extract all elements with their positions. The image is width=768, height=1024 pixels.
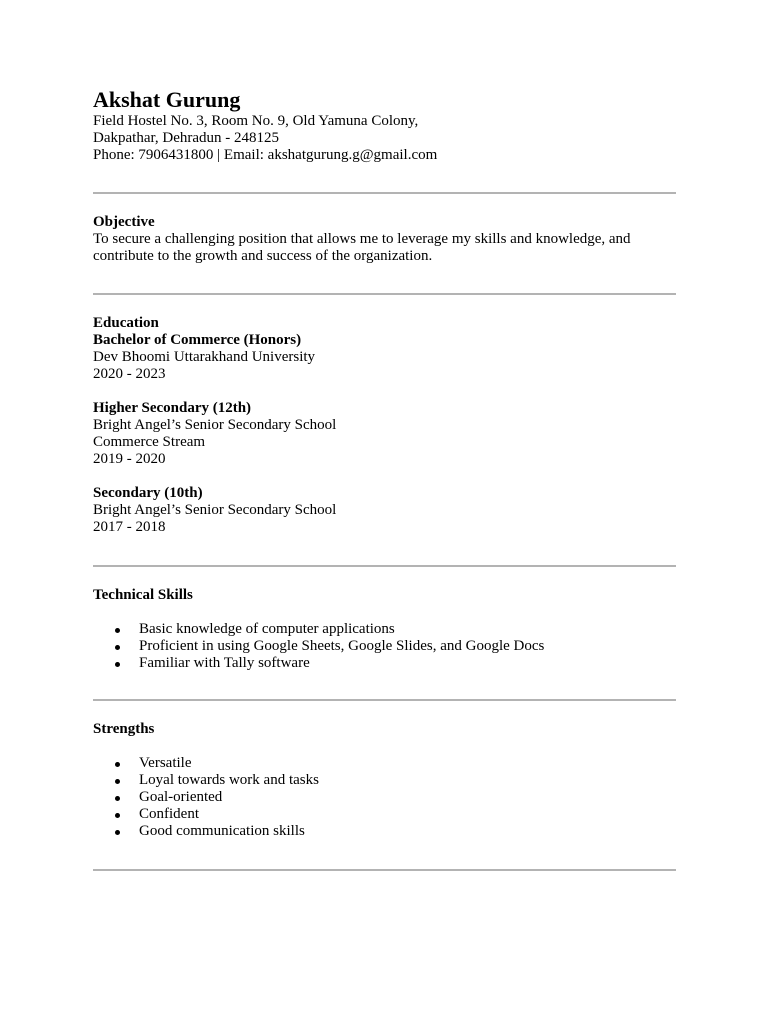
technical-skills-heading: Technical Skills (93, 587, 193, 603)
education-entry (93, 485, 676, 536)
technical-skill-item-text: Familiar with Tally software (139, 655, 310, 671)
strengths-section (93, 701, 676, 840)
strength-item-text: Versatile (139, 755, 192, 771)
education-entry-detail: Commerce Stream (93, 434, 206, 450)
education-entry-detail: Bright Angel’s Senior Secondary School (93, 502, 337, 518)
education-entry-title: Higher Secondary (12th) (93, 400, 252, 416)
objective-section (93, 194, 676, 265)
education-entry (93, 400, 676, 468)
technical-skill-item-text: Proficient in using Google Sheets, Google Slides, and Google Docs (139, 638, 545, 654)
education-section (93, 295, 676, 536)
education-entry (93, 332, 676, 383)
education-heading: Education (93, 315, 159, 331)
technical-skill-item (93, 621, 676, 638)
education-entry-detail: Dev Bhoomi Uttarakhand University (93, 349, 316, 365)
objective-text-line-1: To secure a challenging position that allows me to leverage my skills and knowledge, and (93, 231, 631, 247)
education-entry-detail: 2020 - 2023 (93, 366, 166, 382)
section-divider (93, 869, 676, 871)
strength-item-text: Loyal towards work and tasks (139, 772, 319, 788)
education-entry-title: Bachelor of Commerce (Honors) (93, 332, 302, 348)
resume-document (93, 87, 676, 871)
strengths-heading: Strengths (93, 721, 155, 737)
bullet-icon (115, 813, 120, 818)
objective-heading: Objective (93, 214, 155, 230)
technical-skill-item (93, 638, 676, 655)
strength-item (93, 806, 676, 823)
education-entry-detail: 2019 - 2020 (93, 451, 166, 467)
candidate-name: Akshat Gurung (93, 87, 241, 112)
education-entries (93, 332, 676, 536)
education-entry-detail: 2017 - 2018 (93, 519, 166, 535)
technical-skill-item (93, 655, 676, 672)
strength-item (93, 789, 676, 806)
bullet-icon (115, 662, 120, 667)
technical-skill-item-text: Basic knowledge of computer applications (139, 621, 395, 637)
strength-item (93, 823, 676, 840)
strengths-list (93, 755, 676, 840)
technical-skills-section (93, 567, 676, 672)
objective-text-line-2: contribute to the growth and success of the organization. (93, 248, 433, 264)
bullet-icon (115, 762, 120, 767)
technical-skills-list (93, 621, 676, 672)
header-section (93, 87, 676, 164)
address-line-2: Dakpathar, Dehradun - 248125 (93, 130, 280, 146)
strength-item-text: Goal-oriented (139, 789, 223, 805)
bullet-icon (115, 645, 120, 650)
education-entry-detail: Bright Angel’s Senior Secondary School (93, 417, 337, 433)
contact-line: Phone: 7906431800 | Email: akshatgurung.g@gmail.com (93, 147, 438, 163)
education-entry-title: Secondary (10th) (93, 485, 203, 501)
bullet-icon (115, 628, 120, 633)
strength-item (93, 772, 676, 789)
bullet-icon (115, 796, 120, 801)
strength-item-text: Good communication skills (139, 823, 305, 839)
address-line-1: Field Hostel No. 3, Room No. 9, Old Yamuna Colony, (93, 113, 419, 129)
strength-item (93, 755, 676, 772)
bullet-icon (115, 830, 120, 835)
strength-item-text: Confident (139, 806, 199, 822)
bullet-icon (115, 779, 120, 784)
